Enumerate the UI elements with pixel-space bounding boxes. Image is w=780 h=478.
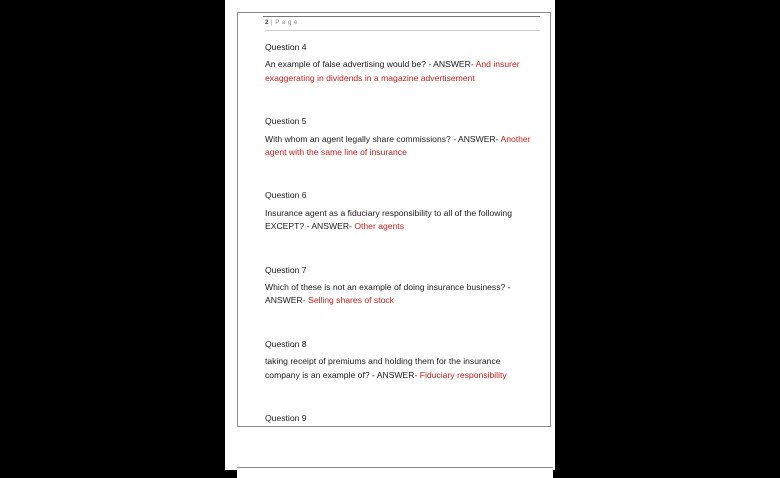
question-label: Question 7: [265, 264, 307, 275]
question-prompt: Which of these is not an example of doing insurance business? - ANSWER-: [265, 282, 511, 306]
document-viewer: [225, 0, 555, 470]
question-block: [265, 412, 535, 425]
question-block: [265, 115, 535, 159]
next-page-edge: [237, 467, 553, 478]
question-text: [265, 355, 535, 382]
question-prompt: With whom an agent legally share commissions? - ANSWER-: [265, 133, 499, 144]
question-label: Question 5: [265, 116, 307, 127]
question-prompt: An example of false advertising would be? - ANSWER-: [265, 59, 474, 70]
question-text: [265, 207, 535, 234]
question-block: [265, 189, 535, 233]
page-word: P a g e: [275, 20, 298, 26]
question-text: [265, 133, 535, 160]
header-separator: [265, 30, 540, 31]
question-block: [265, 264, 535, 308]
question-label: Question 4: [265, 42, 307, 52]
question-prompt: taking receipt of premiums and holding them for the insurance company is an example of? - ANSWER-: [265, 356, 501, 380]
question-prompt: Insurance agent as a fiduciary responsibility to all of the following EXCEPT? - ANSWER-: [265, 207, 512, 232]
header-rule: [263, 16, 540, 17]
question-text: [265, 281, 535, 308]
document-page: [237, 12, 551, 427]
page-header: 2 | P a g e: [265, 20, 298, 26]
answer-text: Another agent with the same line of insurance: [265, 133, 531, 158]
answer-text: Selling shares of stock: [307, 295, 394, 306]
question-label: Question 8: [265, 338, 307, 349]
question-block: [265, 41, 535, 85]
question-label: Question 9: [265, 413, 307, 424]
answer-text: Other agents: [354, 221, 404, 232]
question-text: [265, 58, 535, 85]
page-number: 2: [265, 20, 269, 26]
answer-text: And insurer exaggerating in dividends in a magazine advertisement: [265, 59, 520, 83]
question-block: [265, 338, 535, 382]
answer-text: Fiduciary responsibility: [419, 369, 507, 380]
question-list: [265, 41, 535, 456]
question-label: Question 6: [265, 190, 307, 201]
